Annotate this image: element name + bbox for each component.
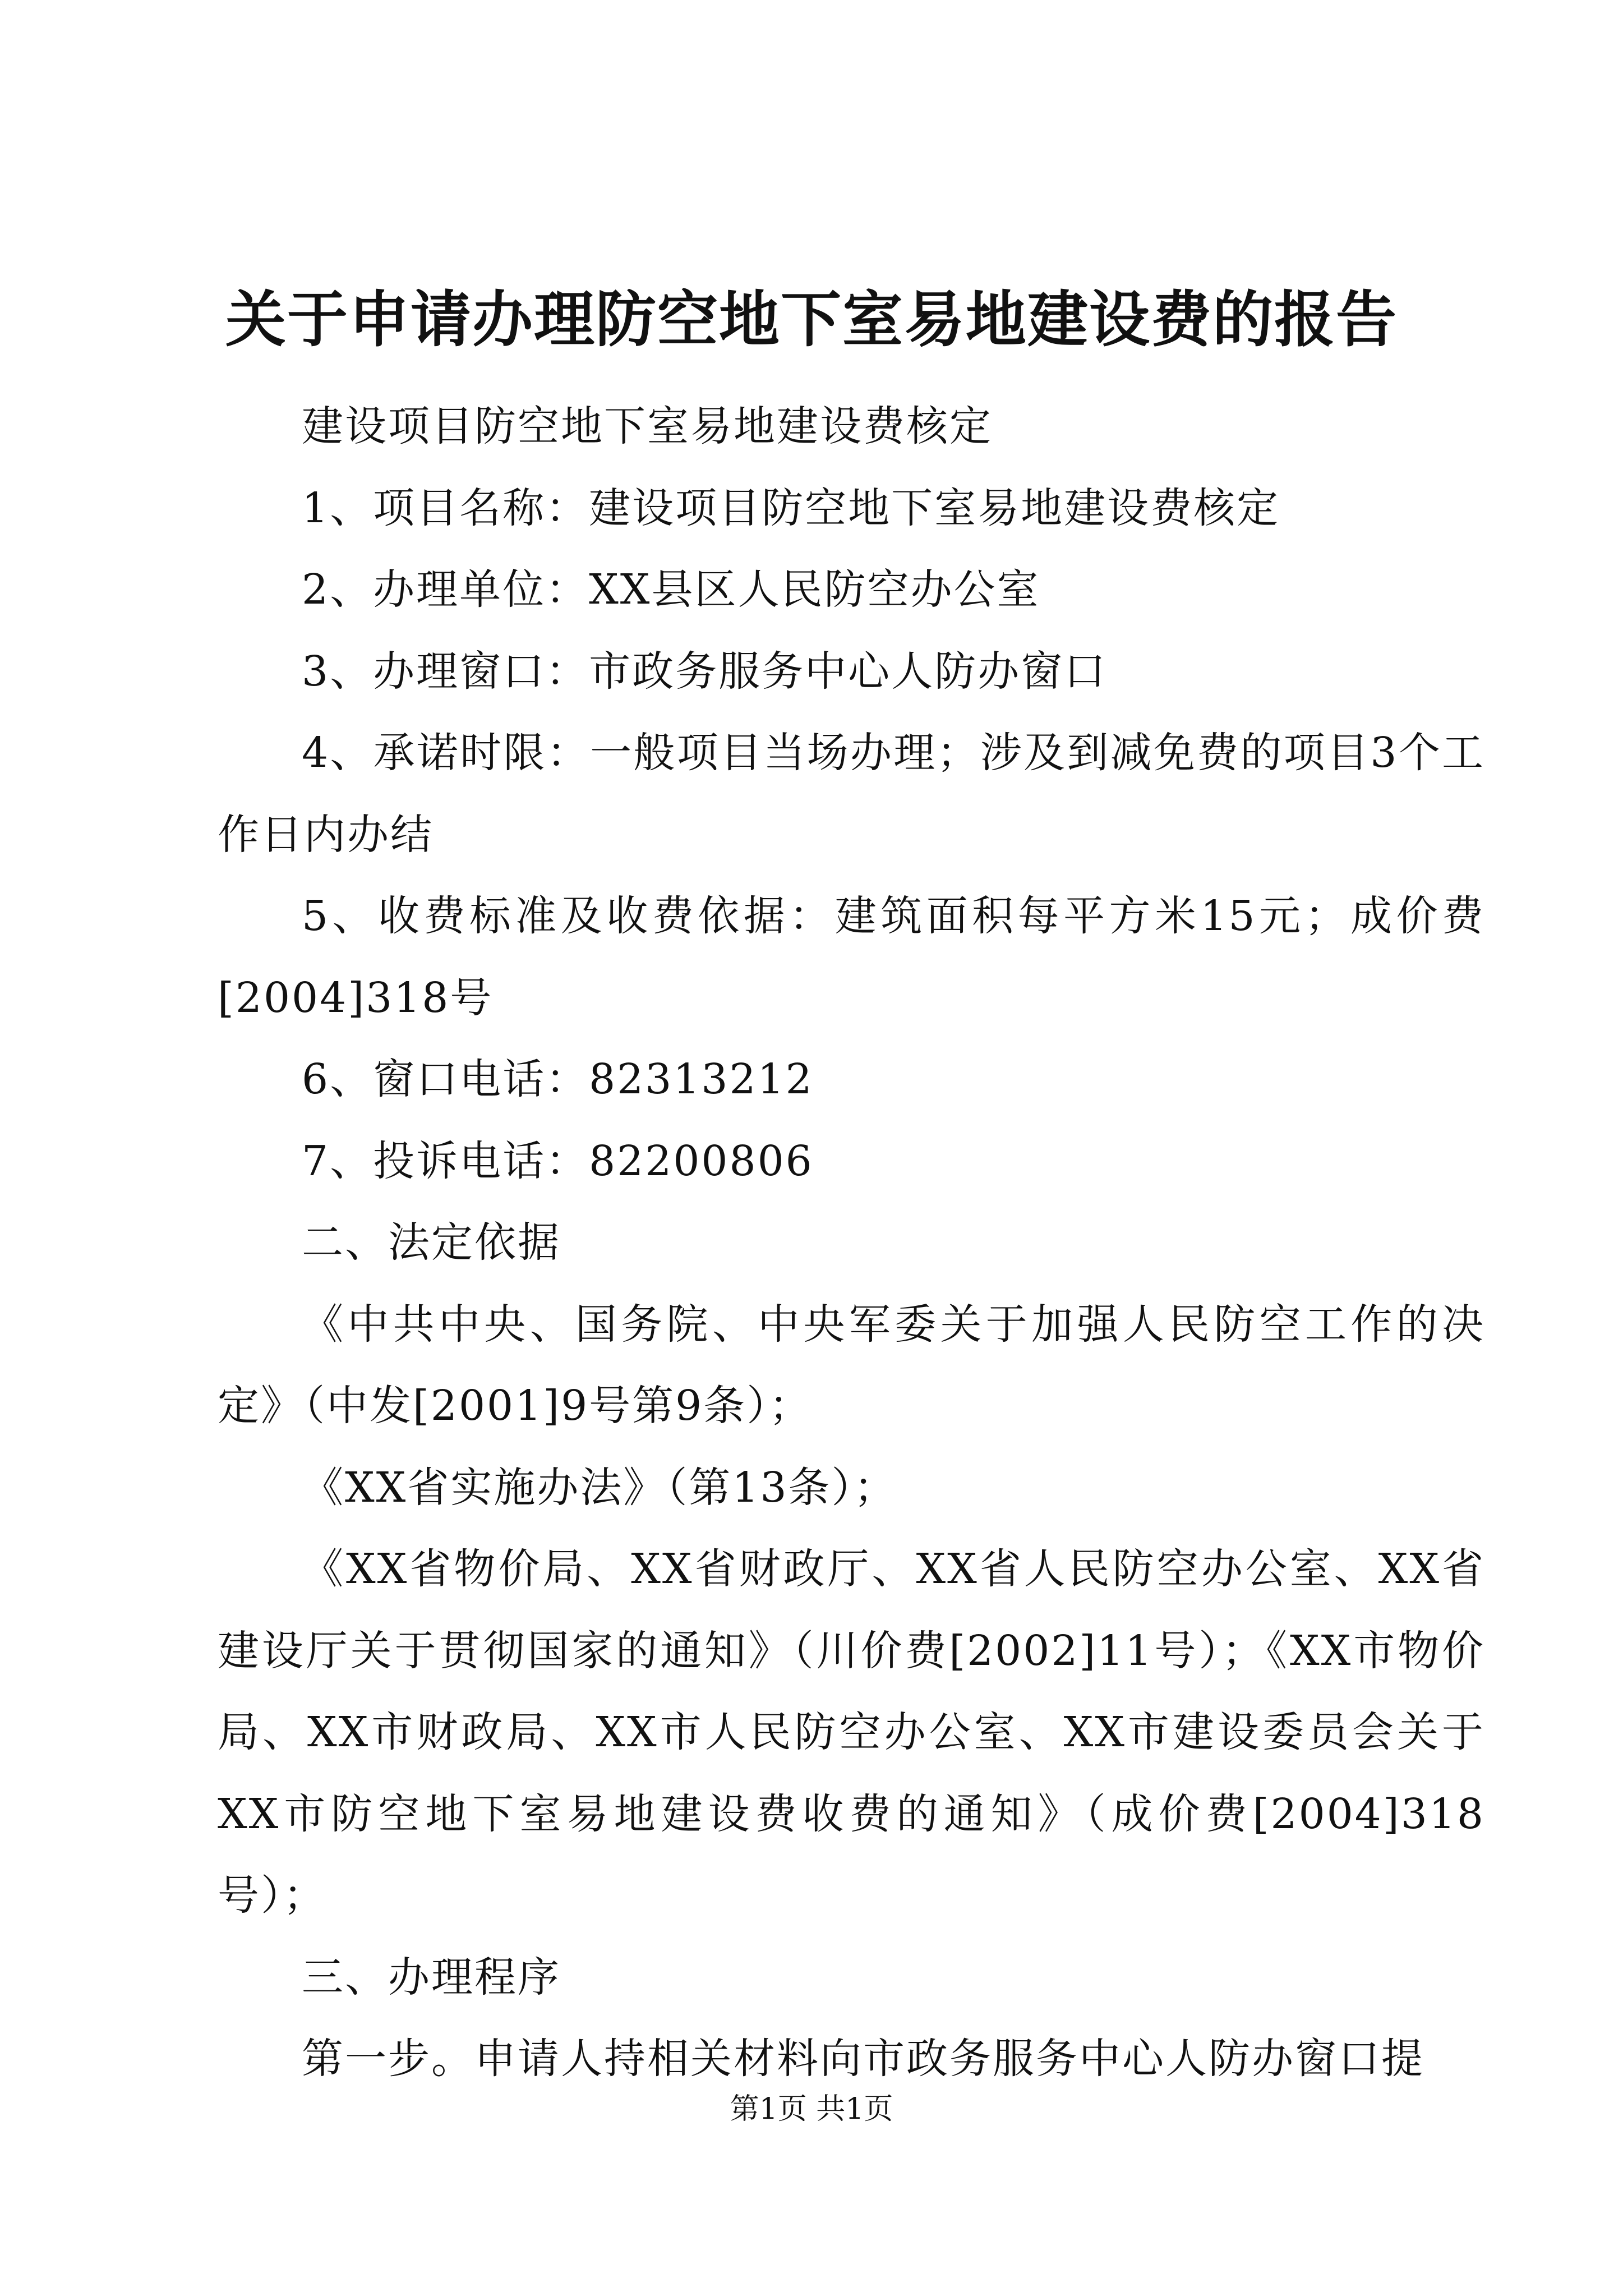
section-heading-procedure: 三、办理程序 — [302, 1953, 561, 2001]
paragraph-window-phone: 6、窗口电话：82313212 — [302, 1055, 814, 1103]
paragraph-legal-basis-1: 《中共中央、国务院、中央军委关于加强人民防空工作的决定》（中发[2001]9号第9条）； — [218, 1300, 1485, 1430]
paragraph-service-window: 3、办理窗口：市政务服务中心人防办窗口 — [302, 647, 1108, 696]
document-body — [218, 386, 1485, 2100]
paragraph-legal-basis-2: 《XX省实施办法》（第13条）； — [302, 1463, 897, 1512]
document-title: 关于申请办理防空地下室易地建设费的报告 — [225, 284, 1398, 355]
paragraph-time-limit: 4、承诺时限：一般项目当场办理；涉及到减免费的项目3个工作日内办结 — [218, 729, 1485, 859]
paragraph-complaint-phone: 7、投诉电话：82200806 — [302, 1137, 814, 1185]
page-footer: 第1页 共1页 — [730, 2092, 893, 2126]
paragraph-item-type: 建设项目防空地下室易地建设费核定 — [302, 402, 993, 450]
paragraph-handling-unit: 2、办理单位：XX县区人民防空办公室 — [302, 565, 1040, 614]
paragraph-legal-basis-3: 《XX省物价局、XX省财政厅、XX省人民防空办公室、XX省建设厅关于贯彻国家的通知》（川价费[2002]11号）；《XX市物价局、XX市财政局、XX市人民防空办公室、XX市建设委员会关于XX市防空地下室易地建设费收费的通知》（成价费[2004]318号）； — [218, 1545, 1485, 1920]
paragraph-fee-standard: 5、收费标准及收费依据：建筑面积每平方米15元；成价费[2004]318号 — [218, 892, 1485, 1022]
section-heading-legal-basis: 二、法定依据 — [302, 1218, 561, 1267]
paragraph-procedure-step-1: 第一步。申请人持相关材料向市政务服务中心人防办窗口提 — [302, 2035, 1424, 2083]
paragraph-project-name: 1、项目名称：建设项目防空地下室易地建设费核定 — [302, 484, 1280, 532]
